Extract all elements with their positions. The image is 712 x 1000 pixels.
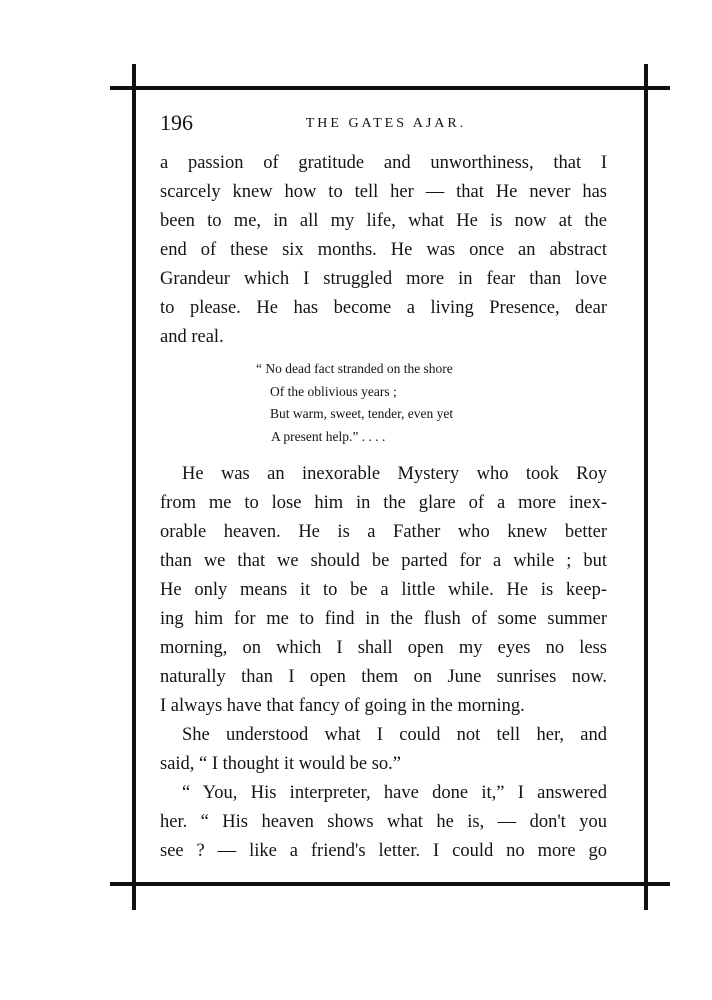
page-header [160,110,612,140]
text-line: been to me, in all my life, what He is now at the [160,211,607,231]
text-line: ing him for me to find in the flush of some summer [160,609,607,629]
text-line: a passion of gratitude and unworthiness, that I [160,153,607,173]
left-border-rule [132,64,136,910]
text-line: I always have that fancy of going in the morning. [160,696,525,716]
verse-line: But warm, sweet, tender, even yet [270,406,454,421]
text-line: and real. [160,327,224,347]
text-line: Grandeur which I struggled more in fear than love [160,269,607,289]
text-line: orable heaven. He is a Father who knew better [160,522,607,542]
text-line: morning, on which I shall open my eyes no less [160,638,607,658]
text-line: “ You, His interpreter, have done it,” I answered [182,783,607,803]
text-line: her. “ His heaven shows what he is, — don't you [160,812,607,832]
top-border-rule [110,86,670,90]
verse-quotation [256,358,453,448]
paragraph-1 [160,149,607,352]
text-line: naturally than I open them on June sunrises now. [160,667,607,687]
text-line: see ? — like a friend's letter. I could no more go [160,841,607,861]
text-line: than we that we should be parted for a while ; but [160,551,607,571]
text-line: to please. He has become a living Presence, dear [160,298,607,318]
text-line: end of these six months. He was once an abstract [160,240,607,260]
verse-line: “ No dead fact stranded on the shore [256,361,453,376]
text-line: She understood what I could not tell her, and [182,725,607,745]
running-title: THE GATES AJAR. [305,116,467,131]
text-line: He was an inexorable Mystery who took Roy [182,464,607,484]
text-line: He only means it to be a little while. He is keep- [160,580,607,600]
text-line: scarcely knew how to tell her — that He never has [160,182,607,202]
page-number: 196 [160,110,193,135]
right-border-rule [644,64,648,910]
paragraph-2 [160,460,607,866]
bottom-border-rule [110,882,670,886]
verse-line: Of the oblivious years ; [270,383,397,399]
verse-line: A present help.” . . . . [271,428,386,444]
text-line: from me to lose him in the glare of a more inex- [160,493,607,513]
text-line: said, “ I thought it would be so.” [160,754,401,774]
